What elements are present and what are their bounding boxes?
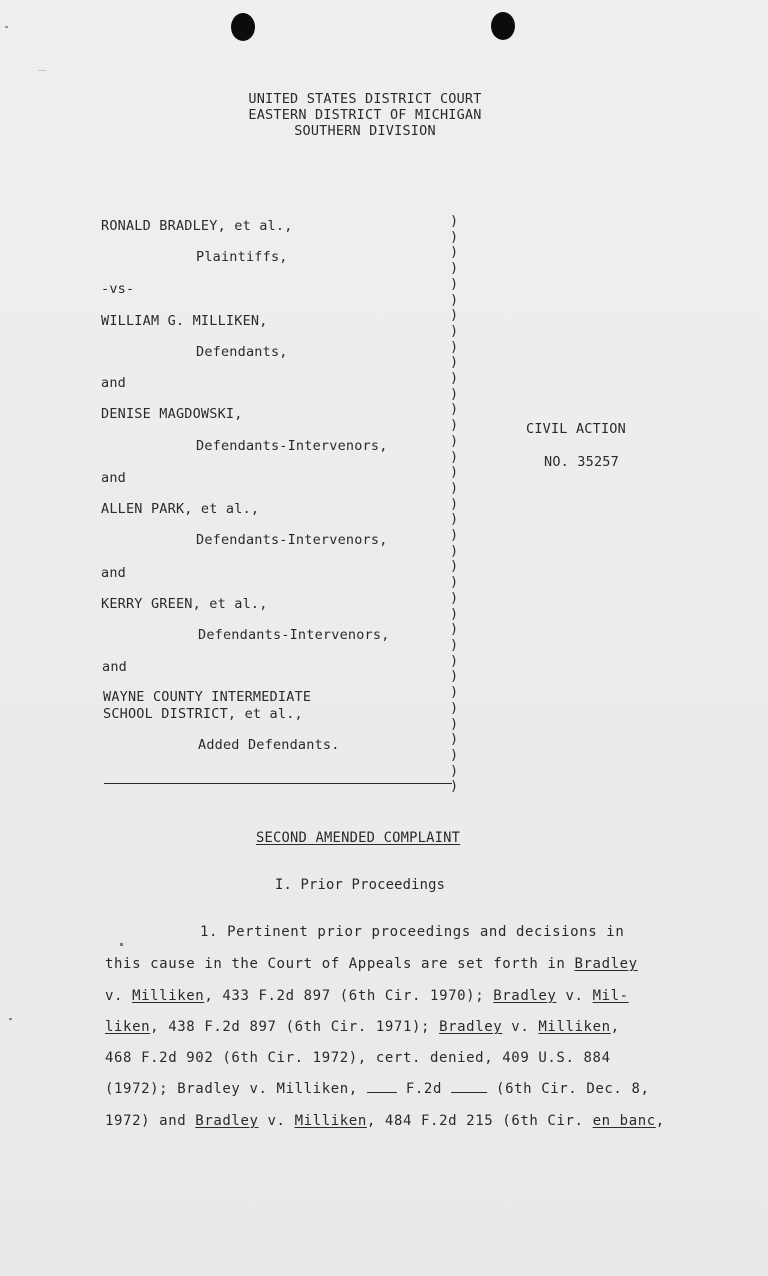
paragraph-line xyxy=(105,956,638,972)
versus: -vs- xyxy=(101,281,135,297)
caption-paren: ) xyxy=(450,778,459,795)
speck xyxy=(9,1018,12,1020)
caption-paren: ) xyxy=(450,558,459,575)
case-name: Milliken xyxy=(132,988,205,1004)
text-run: (1972); Bradley v. Milliken, xyxy=(105,1081,367,1097)
caption-paren: ) xyxy=(450,574,459,591)
court-name: UNITED STATES DISTRICT COURT xyxy=(248,91,482,107)
caption-paren: ) xyxy=(450,684,459,701)
court-district: EASTERN DISTRICT OF MICHIGAN xyxy=(248,107,482,123)
caption-paren-column xyxy=(450,214,462,795)
caption-paren: ) xyxy=(450,370,459,387)
speck xyxy=(5,26,8,28)
court-division: SOUTHERN DIVISION xyxy=(294,123,436,139)
text-run: v. xyxy=(105,988,133,1004)
text-run: 1. Pertinent prior proceedings and decisions in xyxy=(200,924,625,940)
role-intervenors: Defendants-Intervenors, xyxy=(196,438,388,454)
role-plaintiffs: Plaintiffs, xyxy=(196,249,288,265)
caption-paren: ) xyxy=(450,307,459,324)
caption-paren: ) xyxy=(450,385,459,402)
document-title: SECOND AMENDED COMPLAINT xyxy=(256,830,461,846)
paragraph-line xyxy=(200,924,624,940)
case-name: Bradley xyxy=(574,956,638,972)
text-run: , 484 F.2d 215 (6th Cir. xyxy=(366,1113,593,1129)
latin-term: en banc xyxy=(592,1113,656,1129)
caption-paren: ) xyxy=(450,652,459,669)
caption-paren: ) xyxy=(450,260,459,277)
text-run: F.2d xyxy=(396,1081,452,1097)
caption-paren: ) xyxy=(450,495,459,512)
paragraph-line xyxy=(105,1050,611,1066)
text-run: 468 F.2d 902 (6th Cir. 1972), cert. denied, 409 U.S. 884 xyxy=(105,1050,611,1066)
caption-paren: ) xyxy=(450,589,459,606)
case-name: Mil- xyxy=(592,988,629,1004)
caption-rule xyxy=(104,783,452,784)
party-wayne-county-line2: SCHOOL DISTRICT, et al., xyxy=(103,706,303,722)
punch-hole-left xyxy=(231,13,255,41)
role-intervenors: Defendants-Intervenors, xyxy=(198,627,390,643)
text-run: this cause in the Court of Appeals are set forth in xyxy=(105,956,575,972)
caption-paren: ) xyxy=(450,401,459,418)
case-name: Milliken xyxy=(538,1019,611,1035)
caption-paren: ) xyxy=(450,762,459,779)
citation-blank xyxy=(451,1082,487,1093)
section-heading: I. Prior Proceedings xyxy=(275,877,446,893)
punch-hole-right xyxy=(491,12,515,40)
caption-paren: ) xyxy=(450,731,459,748)
role-intervenors: Defendants-Intervenors, xyxy=(196,532,388,548)
caption-paren: ) xyxy=(450,228,459,245)
case-name: Bradley xyxy=(195,1113,259,1129)
citation-blank xyxy=(367,1082,397,1093)
text-run: 1972) and xyxy=(105,1113,196,1129)
civil-action-number: NO. 35257 xyxy=(544,454,619,470)
caption-paren: ) xyxy=(450,417,459,434)
text-run: , xyxy=(655,1113,665,1129)
paragraph-line xyxy=(105,988,629,1004)
caption-paren: ) xyxy=(450,354,459,371)
party-defendant: WILLIAM G. MILLIKEN, xyxy=(101,313,268,329)
caption-paren: ) xyxy=(450,668,459,685)
caption-paren: ) xyxy=(450,291,459,308)
caption-paren: ) xyxy=(450,275,459,292)
caption-paren: ) xyxy=(450,448,459,465)
caption-paren: ) xyxy=(450,511,459,528)
and-connector: and xyxy=(101,470,126,486)
and-connector: and xyxy=(101,565,126,581)
party-intervenor-magdowski: DENISE MAGDOWSKI, xyxy=(101,406,243,422)
role-defendants: Defendants, xyxy=(196,344,288,360)
text-run: v. xyxy=(556,988,593,1004)
caption-paren: ) xyxy=(450,636,459,653)
caption-paren: ) xyxy=(450,432,459,449)
case-name: Bradley xyxy=(439,1019,503,1035)
caption-paren: ) xyxy=(450,699,459,716)
text-run: v. xyxy=(258,1113,295,1129)
civil-action-label: CIVIL ACTION xyxy=(526,421,626,437)
case-name: liken xyxy=(105,1019,151,1035)
text-run: , 438 F.2d 897 (6th Cir. 1971); xyxy=(150,1019,440,1035)
text-run: v. xyxy=(502,1019,539,1035)
paragraph-line xyxy=(105,1113,665,1129)
caption-paren: ) xyxy=(450,338,459,355)
paragraph-line xyxy=(105,1081,650,1097)
party-wayne-county-line1: WAYNE COUNTY INTERMEDIATE xyxy=(103,689,312,705)
party-plaintiff: RONALD BRADLEY, et al., xyxy=(101,218,293,234)
caption-paren: ) xyxy=(450,527,459,544)
and-connector: and xyxy=(101,375,126,391)
speck xyxy=(38,70,46,71)
party-intervenor-kerry-green: KERRY GREEN, et al., xyxy=(101,596,268,612)
caption-paren: ) xyxy=(450,464,459,481)
text-run: (6th Cir. Dec. 8, xyxy=(487,1081,650,1097)
case-name: Milliken xyxy=(294,1113,367,1129)
caption-paren: ) xyxy=(450,621,459,638)
caption-paren: ) xyxy=(450,322,459,339)
and-connector: and xyxy=(102,659,127,675)
speck xyxy=(120,943,123,946)
paragraph-line xyxy=(105,1019,620,1035)
role-added-defendants: Added Defendants. xyxy=(198,737,340,753)
caption-paren: ) xyxy=(450,746,459,763)
party-intervenor-allen-park: ALLEN PARK, et al., xyxy=(101,501,260,517)
caption-paren: ) xyxy=(450,479,459,496)
caption-paren: ) xyxy=(450,542,459,559)
caption-paren: ) xyxy=(450,213,459,229)
text-run: , xyxy=(610,1019,620,1035)
caption-paren: ) xyxy=(450,605,459,622)
text-run: , 433 F.2d 897 (6th Cir. 1970); xyxy=(204,988,494,1004)
caption-paren: ) xyxy=(450,244,459,261)
caption-paren: ) xyxy=(450,715,459,732)
case-name: Bradley xyxy=(493,988,557,1004)
